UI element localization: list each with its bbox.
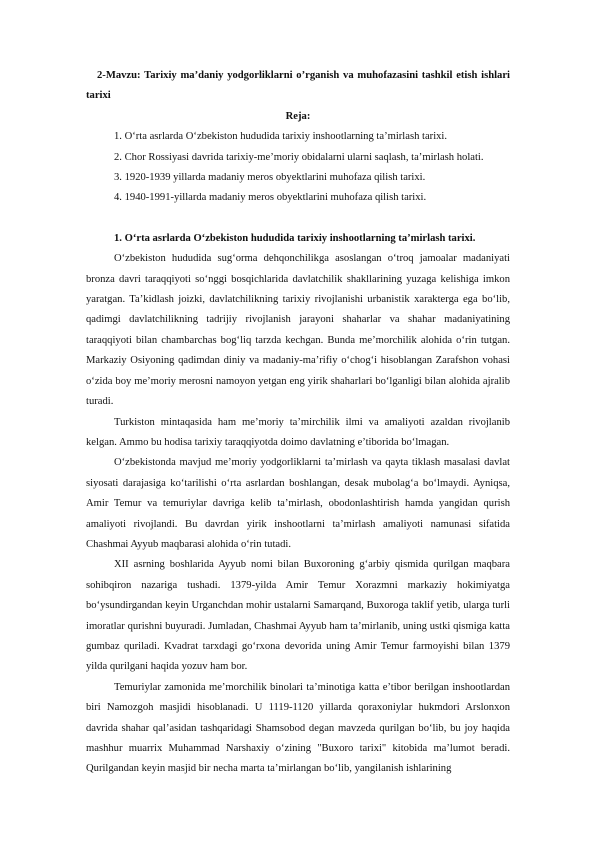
plan-list [86,127,510,209]
plan-item: 3. 1920-1939 yillarda madaniy meros obyektlarini muhofaza qilish tarixi. [114,172,426,184]
paragraph: Temuriylar zamonida me’morchilik binolari ta’minotiga katta e’tibor berilgan inshootlardan biri Namozgoh masjidi hisoblanadi. U 1119-1120 yillarda qoraxoniylar hukmdori Arslonxon davrida shahar qal’asidan tashqaridagi Shamsobod degan mavzeda qurilgan bo‘lib, bu joy haqida mashhur muarrix Muhammad Narshaxiy o‘zining "Buxoro tarixi" kitobida ma’lumot beradi. Qurilgandan keyin masjid bir necha marta ta’mirlangan bo‘lib, yangilanish ishlarining [86,681,510,775]
paragraph: XII asrning boshlarida Ayyub nomi bilan Buxoroning g‘arbiy qismida qurilgan maqbara sohibqiron nazariga tushadi. 1379-yilda Amir Temur Xorazmni markaziy hokimiyatga bo‘ysundirgandan keyin Urganchdan mohir ustalarni Samarqand, Buxoroga taklif yetib, ularga turli imoratlar qurishni buyuradi. Jumladan, Chashmai Ayyub ham ta’mirlanib, uning ustki qismiga katta gumbaz quriladi. Kvadrat tarxdagi go‘rxona devorida uning Amir Temur farmoyishi bilan 1379 yilda qurilgani haqida yozuv ham bor. [86,559,510,673]
paragraph: O‘zbekistonda mavjud me’moriy yodgorliklarni ta’mirlash va qayta tiklash masalasi davlat siyosati darajasiga ko‘tarilishi o‘rta asrlardan boshlangan, desak mubolag‘a bo‘lmaydi. Ayniqsa, Amir Temur va temuriylar davriga kelib ta’mirlash, obodonlashtirish hamda yangidan qurish amaliyoti rivojlandi. Bu davrdan yirik inshootlarni ta’mirlash amaliyoti namunasi sifatida Chashmai Ayyub maqbarasi alohida o‘rin tutadi. [86,457,510,550]
blank-line [86,209,510,229]
document-page [86,66,510,780]
plan-heading: Reja: [285,110,311,122]
paragraph: Turkiston mintaqasida ham me’moriy ta’mirchilik ilmi va amaliyoti azaldan rivojlanib kelgan. Ammo bu hodisa tarixiy taraqqiyotda doimo davlatning e’tiborida bo‘lmagan. [86,416,510,448]
plan-item: 4. 1940-1991-yillarda madaniy meros obyektlarini muhofaza qilish tarixi. [114,192,427,204]
plan-item: 2. Chor Rossiyasi davrida tarixiy-me’moriy obidalarni ularni saqlash, ta’mirlash holati. [114,151,484,163]
paragraph: O‘zbekiston hududida sug‘orma dehqonchilikga asoslangan o‘troq jamoalar madaniyati bronza davri taraqqiyoti so‘nggi bosqichlarida davlatchilik shakllarining yuzaga kelishiga imkon yaratgan. Ta’kidlash joizki, davlatchilikning tarixiy rivojlanishi urbanistik xarakterga ega bo‘lib, qadimgi davlatchilikning tadrijiy rivojlanish jarayoni shaharlar va shahar madaniyatining taraqqiyoti bilan chambarchas bog‘liq tarzda kechgan. Bunda me’morchilik alohida o‘rin tutgan. Markaziy Osiyoning qadimdan diniy va madaniy-ma’rifiy o‘chog‘i hisoblangan Zarafshon vohasi o‘zida boy me’moriy merosni namoyon yetgan eng yirik shaharlari bo‘lganligi bilan alohida ajralib turadi. [86,253,510,408]
plan-item: 1. O‘rta asrlarda O‘zbekiston hududida tarixiy inshootlarning ta’mirlash tarixi. [114,131,448,143]
document-title: 2-Mavzu: Tarixiy ma’daniy yodgorliklarni o’rganish va muhofazasini tashkil etish ishlari tarixi [86,70,510,102]
section-heading: 1. O‘rta asrlarda O‘zbekiston hududida tarixiy inshootlarning ta’mirlash tarixi. [114,232,476,244]
